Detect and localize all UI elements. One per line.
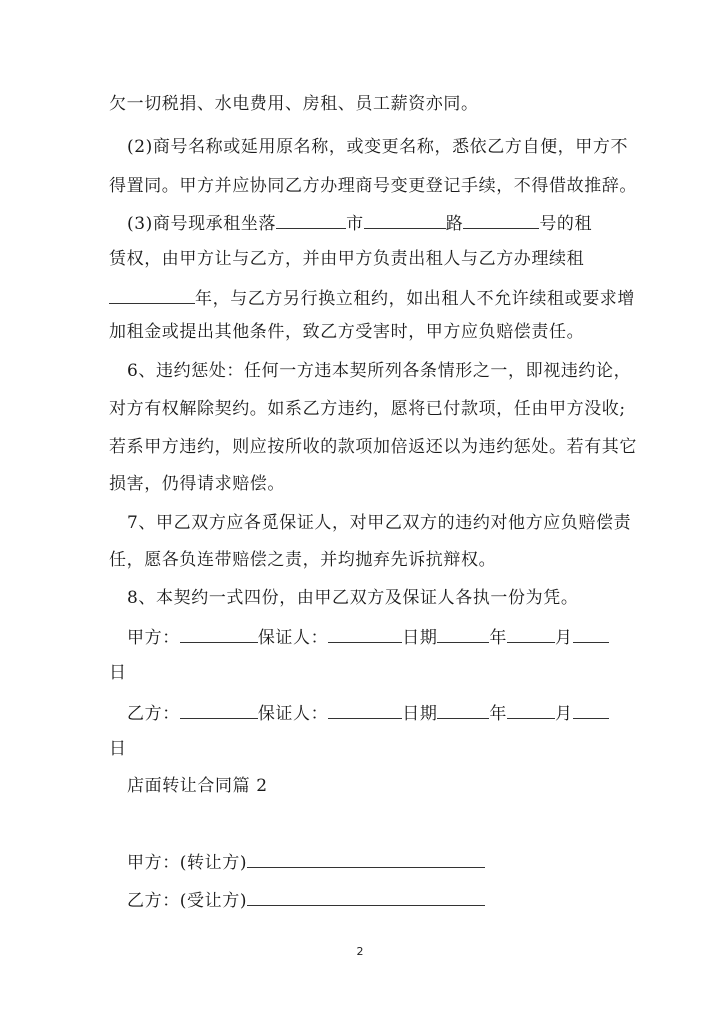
transferee-line — [127, 889, 485, 911]
blank-line — [180, 702, 258, 719]
day-label: 日 — [109, 663, 127, 683]
transferor-line — [127, 851, 485, 873]
date-label: 日期 — [402, 628, 438, 648]
blank-line — [437, 626, 489, 643]
month-label: 月 — [555, 704, 573, 724]
paragraph-line — [109, 287, 635, 309]
year-label: 年 — [489, 704, 508, 724]
paragraph-line: 加租金或提出其他条件，致乙方受害时，甲方应负赔偿责任。 — [109, 322, 585, 342]
paragraph-line: 若系甲方违约，则应按所收的款项加倍返还以为违约惩处。若有其它 — [109, 437, 637, 457]
page-number: 2 — [356, 945, 364, 958]
paragraph-line: 损害，仍得请求赔偿。 — [109, 474, 285, 494]
signature-line-party-b — [127, 702, 609, 724]
date-label: 日期 — [402, 704, 438, 724]
paragraph-line: 赁权，由甲方让与乙方，并由甲方负责出租人与乙方办理续租 — [109, 249, 585, 269]
paragraph-line: 8、本契约一式四份，由甲乙双方及保证人各执一份为凭。 — [127, 588, 579, 608]
guarantor-label: 保证人： — [257, 628, 329, 648]
blank-line — [180, 626, 258, 643]
text-run: 号的租 — [539, 214, 593, 234]
blank-line — [328, 702, 402, 719]
transferor-label: 甲方：(转让方) — [127, 853, 248, 873]
blank-line — [364, 212, 446, 229]
year-label: 年 — [489, 628, 508, 648]
text-run: 市 — [346, 214, 364, 234]
blank-line — [276, 212, 346, 229]
paragraph-line: 任，愿各负连带赔偿之责，并均抛弃先诉抗辩权。 — [109, 550, 497, 570]
blank-line — [328, 626, 402, 643]
blank-line — [109, 287, 195, 304]
section-title: 店面转让合同篇 2 — [127, 776, 268, 796]
text-run: 年，与乙方另行换立租约，如出租人不允许续租或要求增 — [195, 289, 635, 309]
party-a-label: 甲方： — [127, 628, 180, 648]
paragraph-line: (2)商号名称或延用原名称，或变更名称，悉依乙方自便，甲方不 — [127, 137, 629, 157]
blank-line — [507, 702, 555, 719]
paragraph-line: 欠一切税捐、水电费用、房租、员工薪资亦同。 — [109, 94, 479, 114]
month-label: 月 — [555, 628, 573, 648]
paragraph-line: 7、甲乙双方应各觅保证人，对甲乙双方的违约对他方应负赔偿责 — [127, 513, 632, 533]
day-label: 日 — [109, 739, 127, 759]
blank-line — [573, 626, 609, 643]
transferee-label: 乙方：(受让方) — [127, 891, 248, 911]
paragraph-line: 得置同。甲方并应协同乙方办理商号变更登记手续，不得借故推辞。 — [109, 176, 637, 196]
signature-line-party-a — [127, 626, 609, 648]
blank-line — [507, 626, 555, 643]
paragraph-line — [127, 212, 592, 234]
blank-line — [463, 212, 539, 229]
blank-line — [573, 702, 609, 719]
blank-line — [437, 702, 489, 719]
blank-line — [247, 889, 485, 906]
blank-line — [247, 851, 485, 868]
paragraph-line: 对方有权解除契约。如系乙方违约，愿将已付款项，任由甲方没收; — [109, 399, 626, 419]
text-run: 路 — [445, 214, 464, 234]
text-run: (3)商号现承租坐落 — [127, 214, 277, 234]
paragraph-line: 6、违约惩处：任何一方违本契所列各条情形之一，即视违约论， — [127, 361, 632, 381]
guarantor-label: 保证人： — [257, 704, 329, 724]
party-b-label: 乙方： — [127, 704, 180, 724]
